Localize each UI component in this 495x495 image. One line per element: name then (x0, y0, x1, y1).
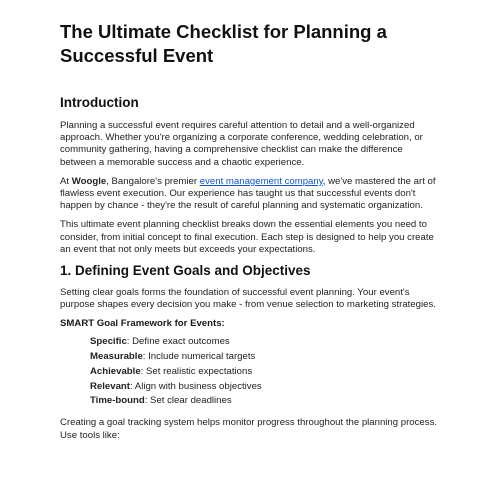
section-1-paragraph-2: Creating a goal tracking system helps monitor progress throughout the planning process. Use tools like: (60, 417, 438, 441)
list-item (90, 336, 440, 348)
intro-paragraph-2 (60, 176, 440, 213)
smart-desc: : Define exact outcomes (126, 336, 230, 348)
smart-term: Specific (90, 336, 127, 348)
smart-desc: : Align with business objectives (130, 380, 262, 392)
intro-paragraph-1: Planning a successful event requires careful attention to detail and a well-organized approach. Whether you're organizing a corporate conference, wedding celebration, or community gathering, having a comprehensive checklist can make the difference between a memorable success and a chaotic experience. (60, 120, 423, 168)
list-item (90, 366, 440, 378)
list-item (90, 395, 440, 407)
smart-desc: : Include numerical targets (142, 351, 256, 363)
brand-name: Woogle (71, 175, 107, 187)
smart-term: Measurable (90, 351, 143, 363)
document-page (60, 20, 440, 449)
smart-desc: : Set clear deadlines (144, 395, 232, 407)
smart-term: Time-bound (90, 395, 145, 407)
smart-term: Achievable (90, 365, 141, 377)
smart-desc: : Set realistic expectations (140, 365, 253, 377)
intro-p2-middle: , Bangalore's premier (106, 175, 200, 187)
section-1-paragraph-1: Setting clear goals forms the foundation of successful event planning. Your event's purpose shapes every decision you make - from venue selection to marketing strategies. (60, 287, 436, 311)
event-management-link[interactable]: event management company (199, 175, 323, 187)
intro-paragraph-3: This ultimate event planning checklist breaks down the essential elements you need to consider, from initial concept to final execution. Each step is designed to help you create an event that not only meets but exceeds your expectations. (60, 219, 434, 255)
smart-term: Relevant (90, 380, 130, 392)
list-item (90, 381, 440, 393)
introduction-heading: Introduction (60, 95, 139, 110)
document-title: The Ultimate Checklist for Planning a Successful Event (60, 21, 387, 66)
intro-p2-prefix: At (60, 175, 72, 187)
smart-goal-list (60, 336, 440, 407)
intro-p2-suffix: , we've mastered the art of flawless event execution. Our experience has taught us that successful events don't happen by chance - they're the result of careful planning and systematic organization. (60, 175, 436, 212)
smart-framework-title: SMART Goal Framework for Events: (60, 318, 225, 330)
list-item (90, 351, 440, 363)
section-1-heading: 1. Defining Event Goals and Objectives (60, 263, 311, 279)
